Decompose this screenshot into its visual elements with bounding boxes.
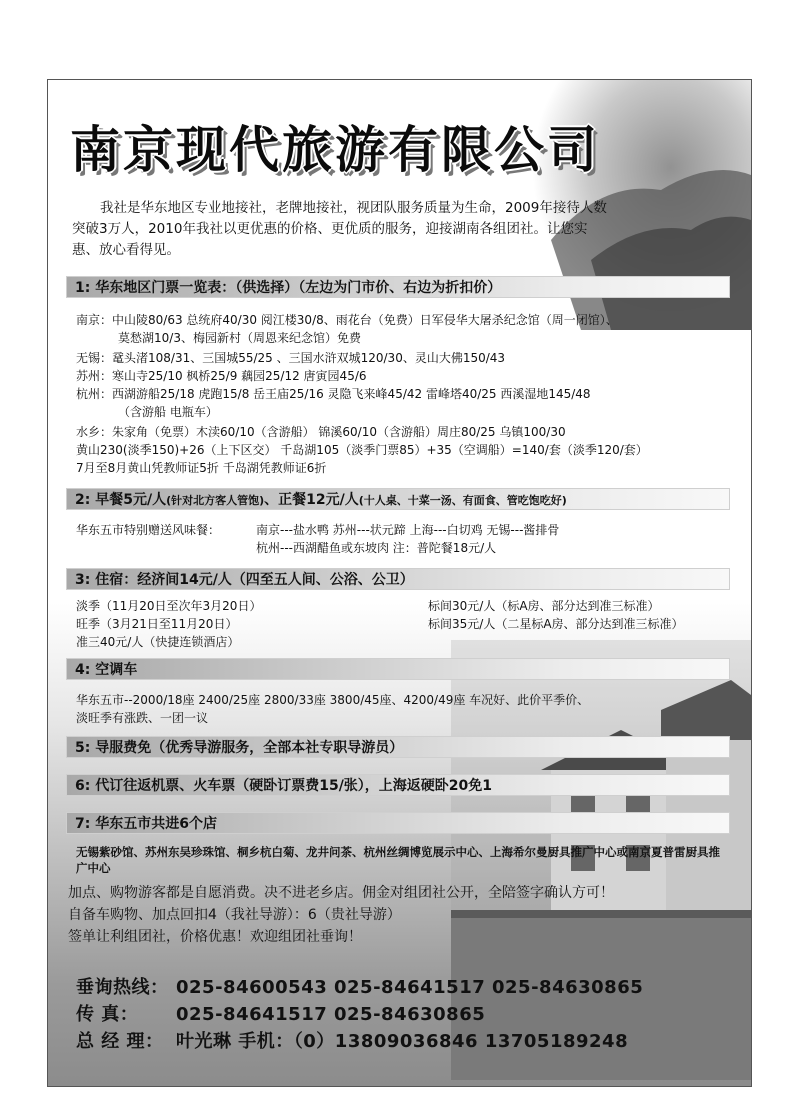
bus-note: 淡旺季有涨跌、一团一议: [76, 711, 209, 725]
ticket-line: 苏州：寒山寺25/10 枫桥25/9 藕园25/12 唐寅园45/6: [76, 369, 367, 383]
note-line: 签单让利组团社，价格优惠！欢迎组团社垂询！: [68, 929, 362, 945]
intro-paragraph: 我社是华东地区专业地接社，老牌地接社，视团队服务质量为生命，2009年接待人数突破3万人，2010年我社以更优惠的价格、更优质的服务，迎接湖南各组团社。让您实惠、放心看得见。: [72, 200, 607, 258]
breakfast-price: 2: 早餐5元/人: [75, 492, 167, 508]
ticket-line: 7月至8月黄山凭教师证5折 千岛湖凭教师证6折: [76, 461, 327, 475]
budget-hotel: 准三40元/人（快捷连锁酒店）: [76, 635, 240, 649]
lunch-price: 、正餐12元/人: [264, 492, 359, 508]
breakfast-note: (针对北方客人管饱): [166, 494, 265, 507]
bus-prices: 华东五市--2000/18座 2400/25座 2800/33座 3800/45座、4200/49座 车况好、此价平季价、: [76, 693, 590, 707]
meals-row: 南京---盐水鸭 苏州---状元蹄 上海---白切鸡 无锡---酱排骨: [256, 523, 560, 537]
fax-label: 传 真：: [76, 1004, 139, 1025]
section-shops-header: 7: 华东五市共进6个店: [66, 812, 730, 834]
meals-intro: 华东五市特别赠送风味餐：: [76, 523, 221, 537]
section-tickets-booking-header: 6: 代订往返机票、火车票（硬卧订票费15/张），上海返硬卧20免1: [66, 774, 730, 796]
manager-info: 叶光琳 手机：（0）13809036846 13705189248: [176, 1031, 629, 1052]
fax-row: [76, 1000, 485, 1026]
lunch-note: (十人桌、十菜一汤、有面食、管吃饱吃好): [358, 494, 567, 507]
manager-row: [76, 1027, 628, 1053]
standard-room-30: 标间30元/人（标A房、部分达到准三标准）: [428, 599, 660, 613]
flyer: [47, 79, 752, 1087]
high-season: 旺季（3月21日至11月20日）: [76, 617, 238, 631]
shop-list: 无锡紫砂馆、苏州东吴珍珠馆、桐乡杭白菊、龙井问茶、杭州丝绸博览展示中心、上海希尔曼厨具推广中心或南京夏普雷厨具推广中心: [76, 845, 720, 875]
hotline-numbers: 025-84600543 025-84641517 025-84630865: [176, 977, 644, 998]
notes-block: [68, 882, 614, 948]
standard-room-35: 标间35元/人（二星标A房、部分达到准三标准）: [428, 617, 684, 631]
low-season: 淡季（11月20日至次年3月20日）: [76, 599, 262, 613]
section-lodging-header: 3: 住宿：经济间14元/人（四至五人间、公浴、公卫）: [66, 568, 730, 590]
note-line: 自备车购物、加点回扣4（我社导游）：6（贵社导游）: [68, 907, 401, 923]
ticket-line: 黄山230(淡季150)+26（上下区交） 千岛湖105（淡季门票85）+35（空调船）=140/套（淡季120/套）: [76, 443, 648, 457]
note-line: 加点、购物游客都是自愿消费。决不进老乡店。佣金对组团社公开，全陪签字确认方可！: [68, 885, 614, 901]
ticket-line: 杭州：西湖游船25/18 虎跑15/8 岳王庙25/16 灵隐飞来峰45/42 雷峰塔40/25 西溪湿地145/48: [76, 387, 591, 401]
ticket-line: （含游船 电瓶车）: [118, 405, 218, 419]
hotline-row: [76, 973, 643, 999]
ticket-line: 水乡：朱家角（免票）木渎60/10（含游船） 锦溪60/10（含游船）周庄80/25 乌镇100/30: [76, 425, 566, 439]
company-title: 南京现代旅游有限公司: [70, 121, 600, 179]
hotline-label: 垂询热线：: [76, 977, 169, 998]
section-meals-header: [66, 488, 730, 510]
section-tickets-header: 1: 华东地区门票一览表：（供选择）（左边为门市价、右边为折扣价）: [66, 276, 730, 298]
section-bus-header: 4: 空调车: [66, 658, 730, 680]
manager-label: 总 经 理：: [76, 1031, 164, 1052]
ticket-line: 莫愁湖10/3、梅园新村（周恩来纪念馆）免费: [118, 331, 361, 345]
section-guide-header: 5: 导服费免（优秀导游服务，全部本社专职导游员）: [66, 736, 730, 758]
ticket-line: 南京：中山陵80/63 总统府40/30 阅江楼30/8、雨花台（免费）日军侵华大屠杀纪念馆（周一闭馆）、: [76, 313, 618, 327]
fax-numbers: 025-84641517 025-84630865: [176, 1004, 486, 1025]
ticket-line: 无锡：鼋头渚108/31、三国城55/25 、三国水浒双城120/30、灵山大佛150/43: [76, 351, 506, 365]
meals-row: 杭州---西湖醋鱼或东坡肉 注：普陀餐18元/人: [256, 541, 497, 555]
